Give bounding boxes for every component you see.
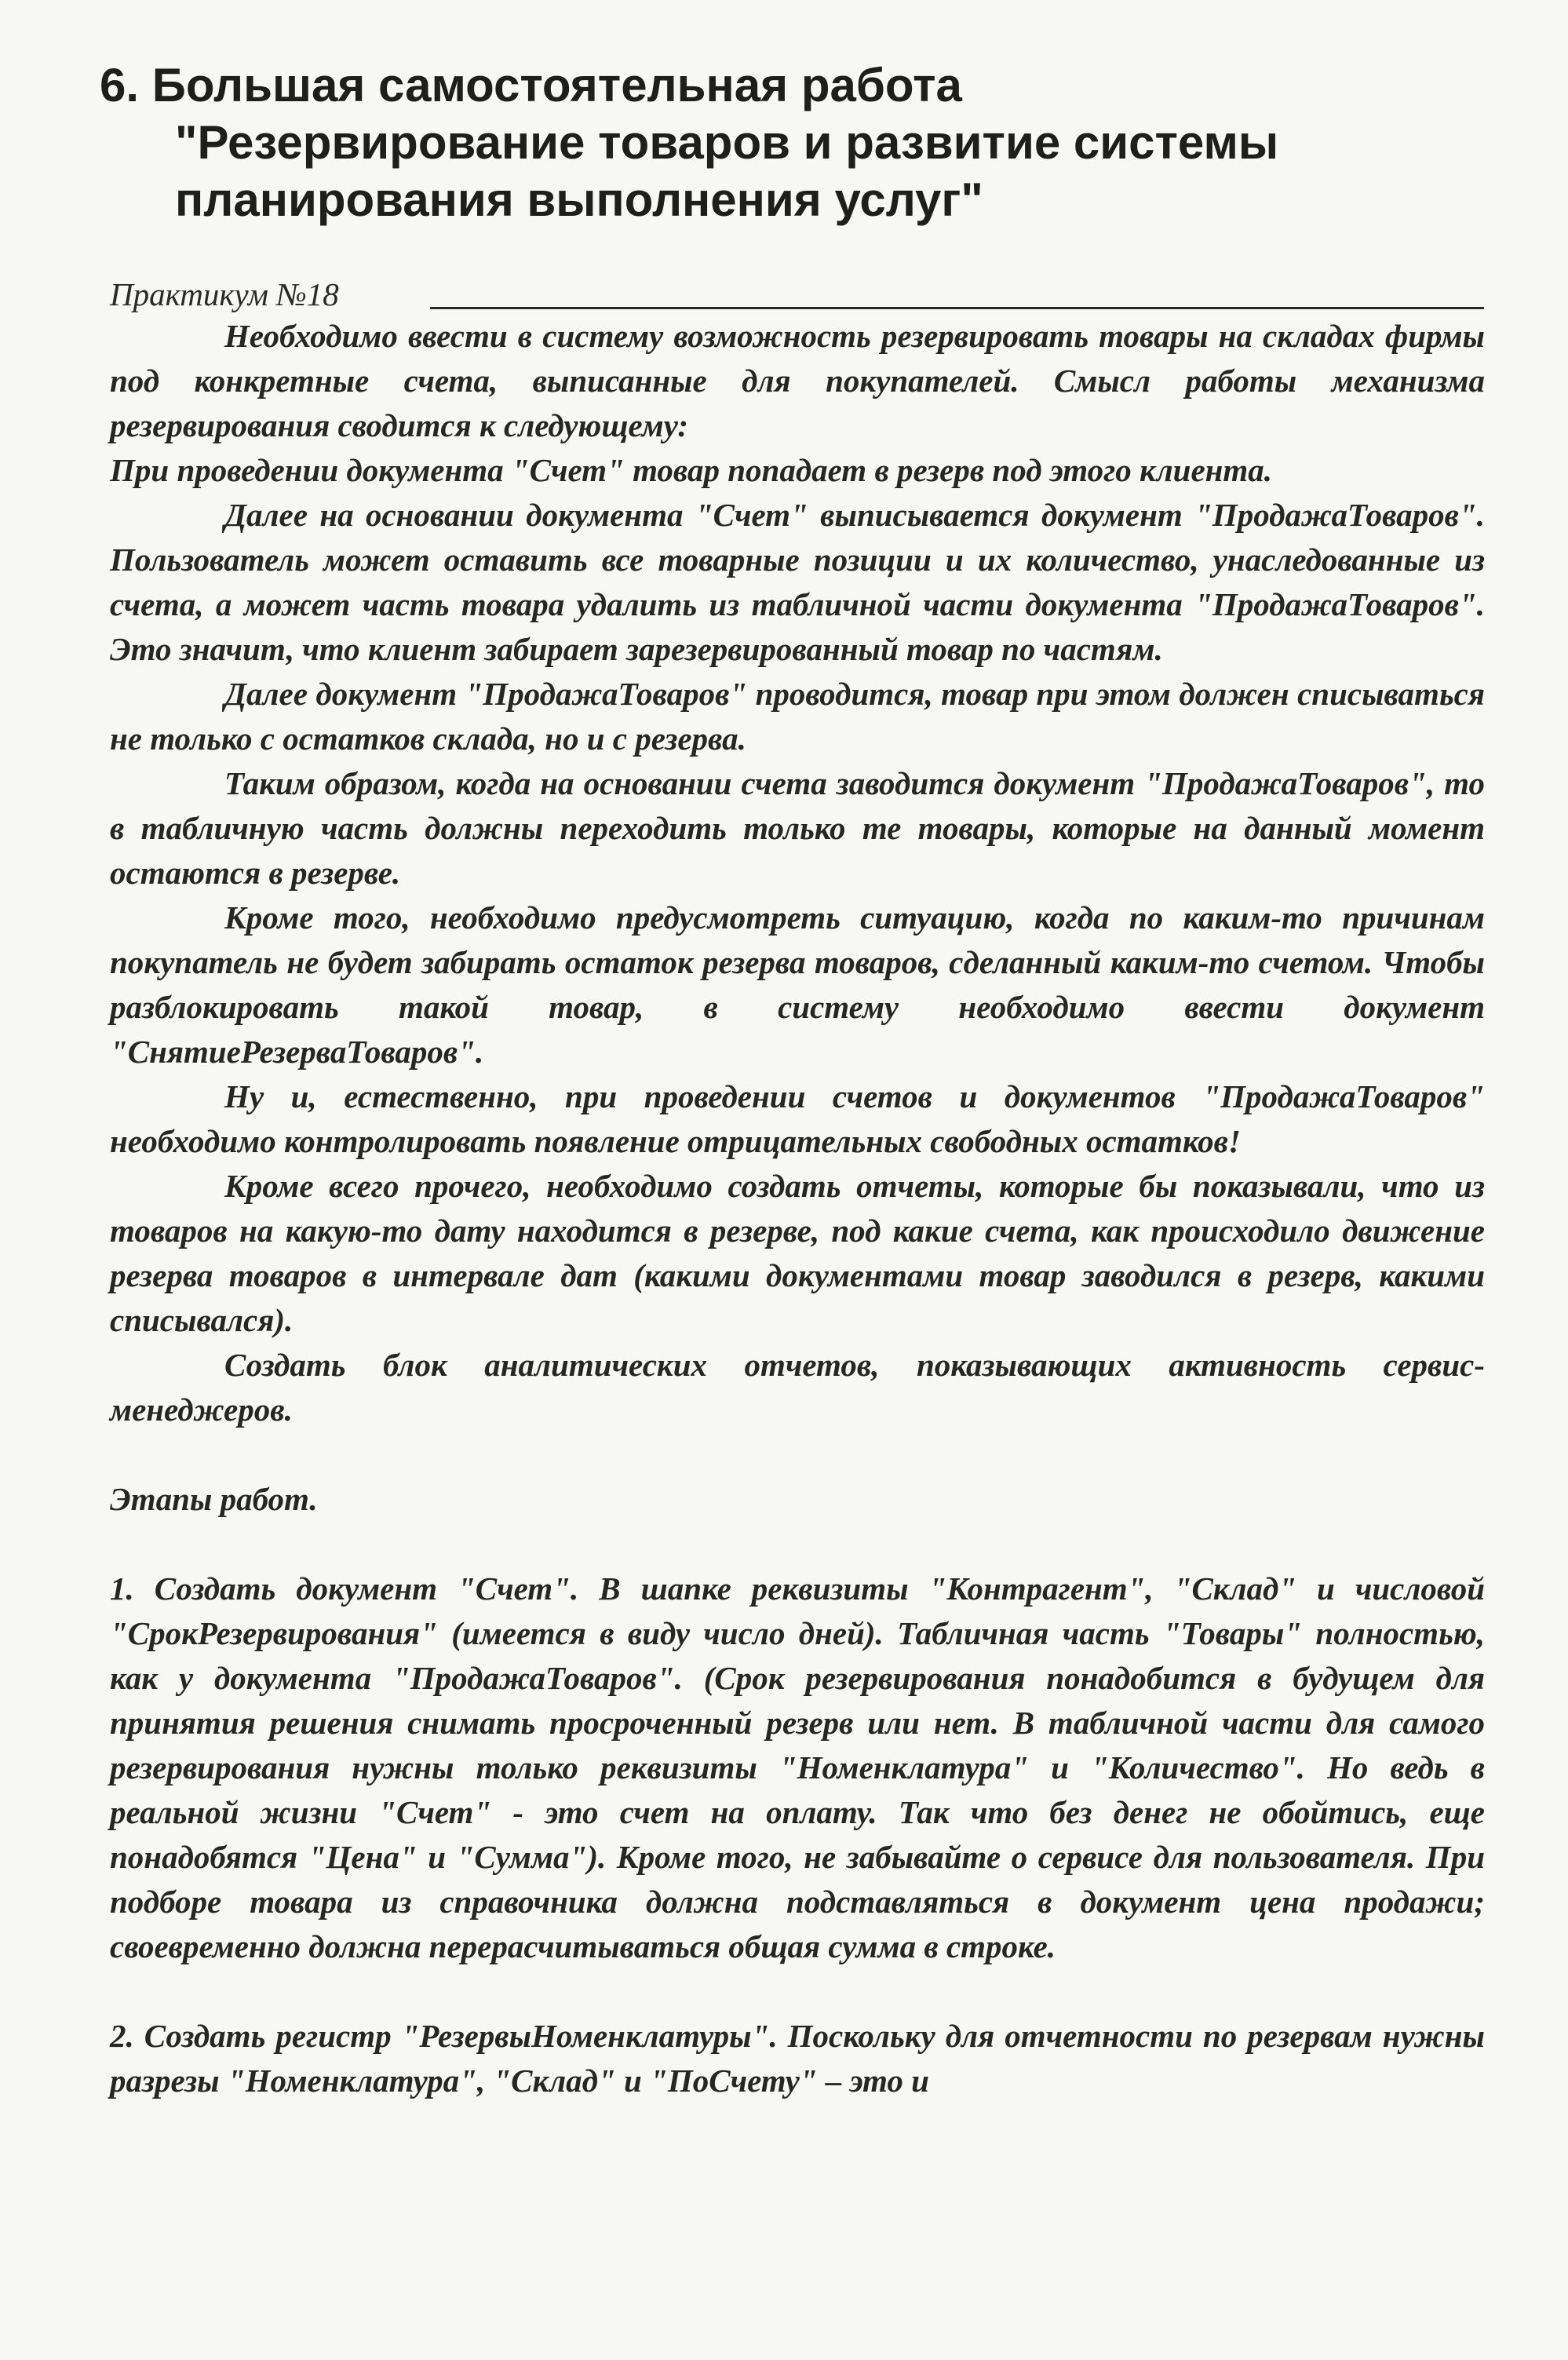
paragraph-sales-posting: Далее документ "ПродажаТоваров" проводится, товар при этом должен списываться не только с остатков склада, но и с резерва. xyxy=(110,676,1485,757)
paragraph-sales-based-on-invoice: Далее на основании документа "Счет" выписывается документ "ПродажаТоваров". Пользователь может оставить все товарные позиции и их количество, унаследованные из счета, а может часть товара удалить из табличной части документа "ПродажаТоваров". Это значит, что клиент забирает зарезервированный товар по частям. xyxy=(110,497,1485,667)
paragraph-negative-balance: Ну и, естественно, при проведении счетов и документов "ПродажаТоваров" необходимо контролировать появление отрицательных свободных остатков! xyxy=(110,1078,1485,1159)
paragraph-remaining-reserve: Таким образом, когда на основании счета заводится документ "ПродажаТоваров", то в табличную часть должны переходить только те товары, которые на данный момент остаются в резерве. xyxy=(110,765,1485,891)
paragraph-reports: Кроме всего прочего, необходимо создать отчеты, которые бы показывали, что из товаров на какую-то дату находится в резерве, под какие счета, как происходило движение резерва товаров в интервале дат (какими документами товар заводился в резерв, какими списывался). xyxy=(110,1168,1485,1338)
paragraph-invoice-posting: При проведении документа "Счет" товар попадает в резерв под этого клиента. xyxy=(110,452,1273,488)
paragraph-reserve-removal: Кроме того, необходимо предусмотреть ситуацию, когда по каким-то причинам покупатель не будет забирать остаток резерва товаров, сделанный каким-то счетом. Чтобы разблокировать такой товар, в систему необходимо ввести документ "СнятиеРезерваТоваров". xyxy=(110,899,1485,1070)
stage-2: 2. Создать регистр "РезервыНоменклатуры". Поскольку для отчетности по резервам нужны разрезы "Номенклатура", "Склад" и "ПоСчету" – это и xyxy=(110,2018,1485,2099)
practicum-divider xyxy=(430,307,1484,309)
heading-line-1: 6. Большая самостоятельная работа xyxy=(100,59,962,111)
heading-line-2: "Резервирование товаров и развитие системы xyxy=(175,116,1279,169)
practicum-header xyxy=(110,275,1483,314)
stage-1: 1. Создать документ "Счет". В шапке реквизиты "Контрагент", "Склад" и числовой "СрокРезервирования" (имеется в виду число дней). Табличная часть "Товары" полностью, как у документа "ПродажаТоваров". (Срок резервирования понадобится в будущем для принятия решения снимать просроченный резерв или нет. В табличной части для самого резервирования нужны только реквизиты "Номенклатура" и "Количество". Но ведь в реальной жизни "Счет" - это счет на оплату. Так что без денег не обойтись, еще понадобятся "Цена" и "Сумма"). Кроме того, не забывайте о сервисе для пользователя. При подборе товара из справочника должна подставляться в документ цена продажи; своевременно должна перерасчитываться общая сумма в строке. xyxy=(110,1570,1485,1964)
document-body xyxy=(110,314,1485,2103)
section-heading xyxy=(100,57,1512,228)
paragraph-analytics: Создать блок аналитических отчетов, показывающих активность сервис-менеджеров. xyxy=(110,1347,1485,1428)
paragraph-intro: Необходимо ввести в систему возможность резервировать товары на складах фирмы под конкретные счета, выписанные для покупателей. Смысл работы механизма резервирования сводится к следующему: xyxy=(110,318,1485,443)
practicum-label: Практикум №18 xyxy=(110,276,339,312)
stages-heading: Этапы работ. xyxy=(110,1481,318,1517)
heading-line-3: планирования выполнения услуг" xyxy=(175,173,983,226)
